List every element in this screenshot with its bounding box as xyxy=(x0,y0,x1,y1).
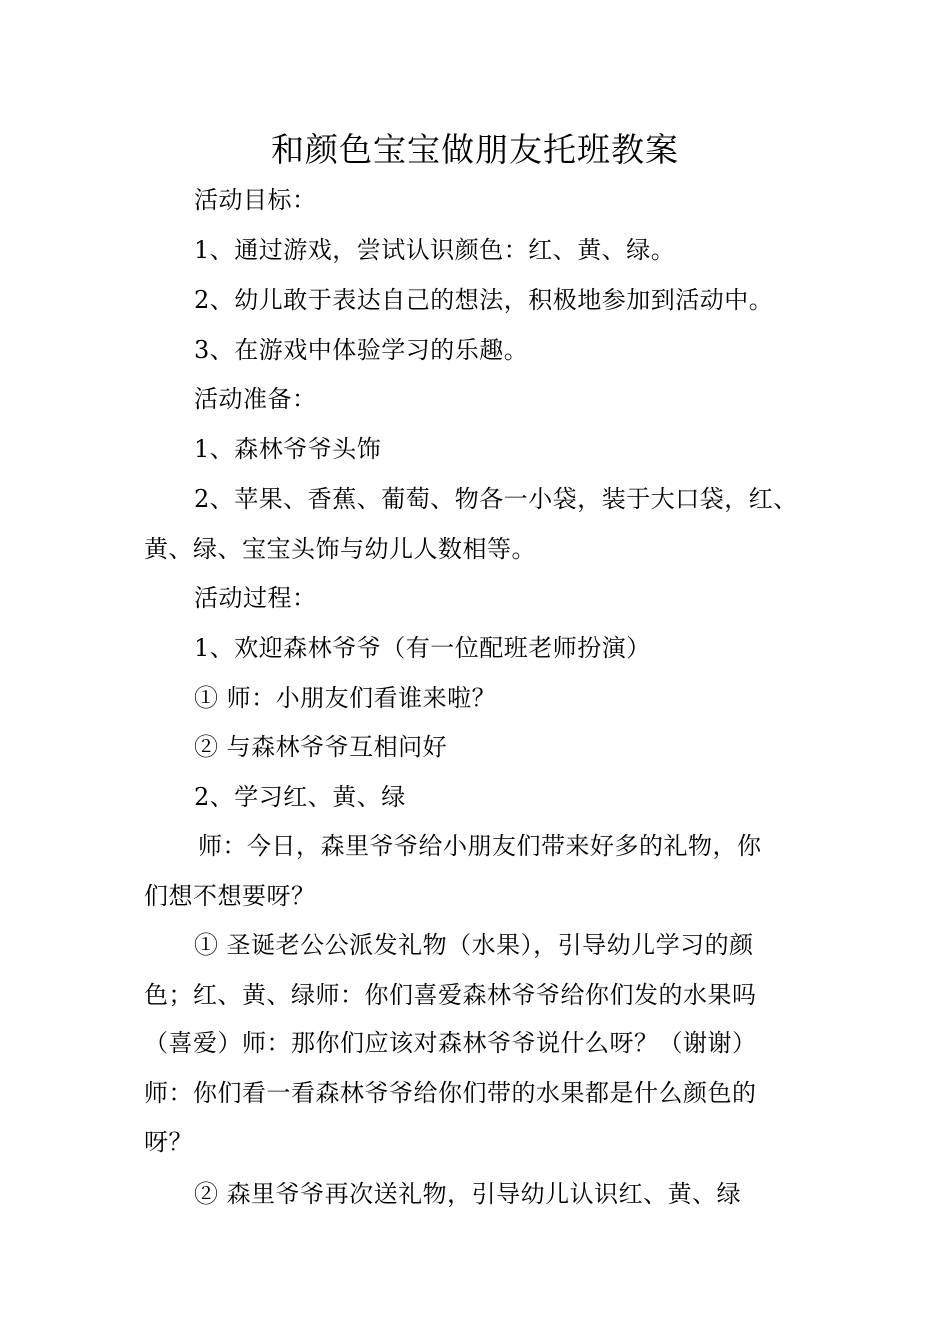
paragraph-line: 1、通过游戏，尝试认识颜色：红、黄、绿。 xyxy=(194,236,676,264)
paragraph-line: 们想不想要呀？ xyxy=(144,882,316,910)
paragraph-line: ② 与森林爷爷互相问好 xyxy=(194,733,448,761)
section-heading-process: 活动过程： xyxy=(194,584,317,612)
paragraph-line: 1、森林爷爷头饰 xyxy=(194,435,382,463)
paragraph-line: ① 师：小朋友们看谁来啦？ xyxy=(194,684,497,712)
paragraph-line: 呀？ xyxy=(144,1128,193,1156)
section-heading-preparation: 活动准备： xyxy=(194,385,317,413)
paragraph-line: 师：今日，森里爷爷给小朋友们带来好多的礼物，你 xyxy=(198,832,762,860)
paragraph-line: 2、幼儿敢于表达自己的想法，积极地参加到活动中。 xyxy=(194,286,774,314)
paragraph-line: 2、苹果、香蕉、葡萄、物各一小袋，装于大口袋，红、 xyxy=(194,485,798,513)
paragraph-line: 3、在游戏中体验学习的乐趣。 xyxy=(194,336,529,364)
paragraph-line: ① 圣诞老公公派发礼物（水果），引导幼儿学习的颜 xyxy=(194,931,754,959)
paragraph-line: 黄、绿、宝宝头饰与幼儿人数相等。 xyxy=(144,535,536,563)
paragraph-line: 2、学习红、黄、绿 xyxy=(194,783,406,811)
paragraph-line: 色；红、黄、绿师：你们喜爱森林爷爷给你们发的水果吗 xyxy=(144,981,757,1009)
paragraph-line: ② 森里爷爷再次送礼物，引导幼儿认识红、黄、绿 xyxy=(194,1180,742,1208)
paragraph-line: 1、欢迎森林爷爷（有一位配班老师扮演） xyxy=(194,634,651,662)
document-title: 和颜色宝宝做朋友托班教案 xyxy=(271,130,679,169)
paragraph-line: 师：你们看一看森林爷爷给你们带的水果都是什么颜色的 xyxy=(144,1079,757,1107)
section-heading-goals: 活动目标： xyxy=(194,186,317,214)
paragraph-line: （喜爱）师：那你们应该对森林爷爷说什么呀？（谢谢） xyxy=(144,1029,757,1057)
